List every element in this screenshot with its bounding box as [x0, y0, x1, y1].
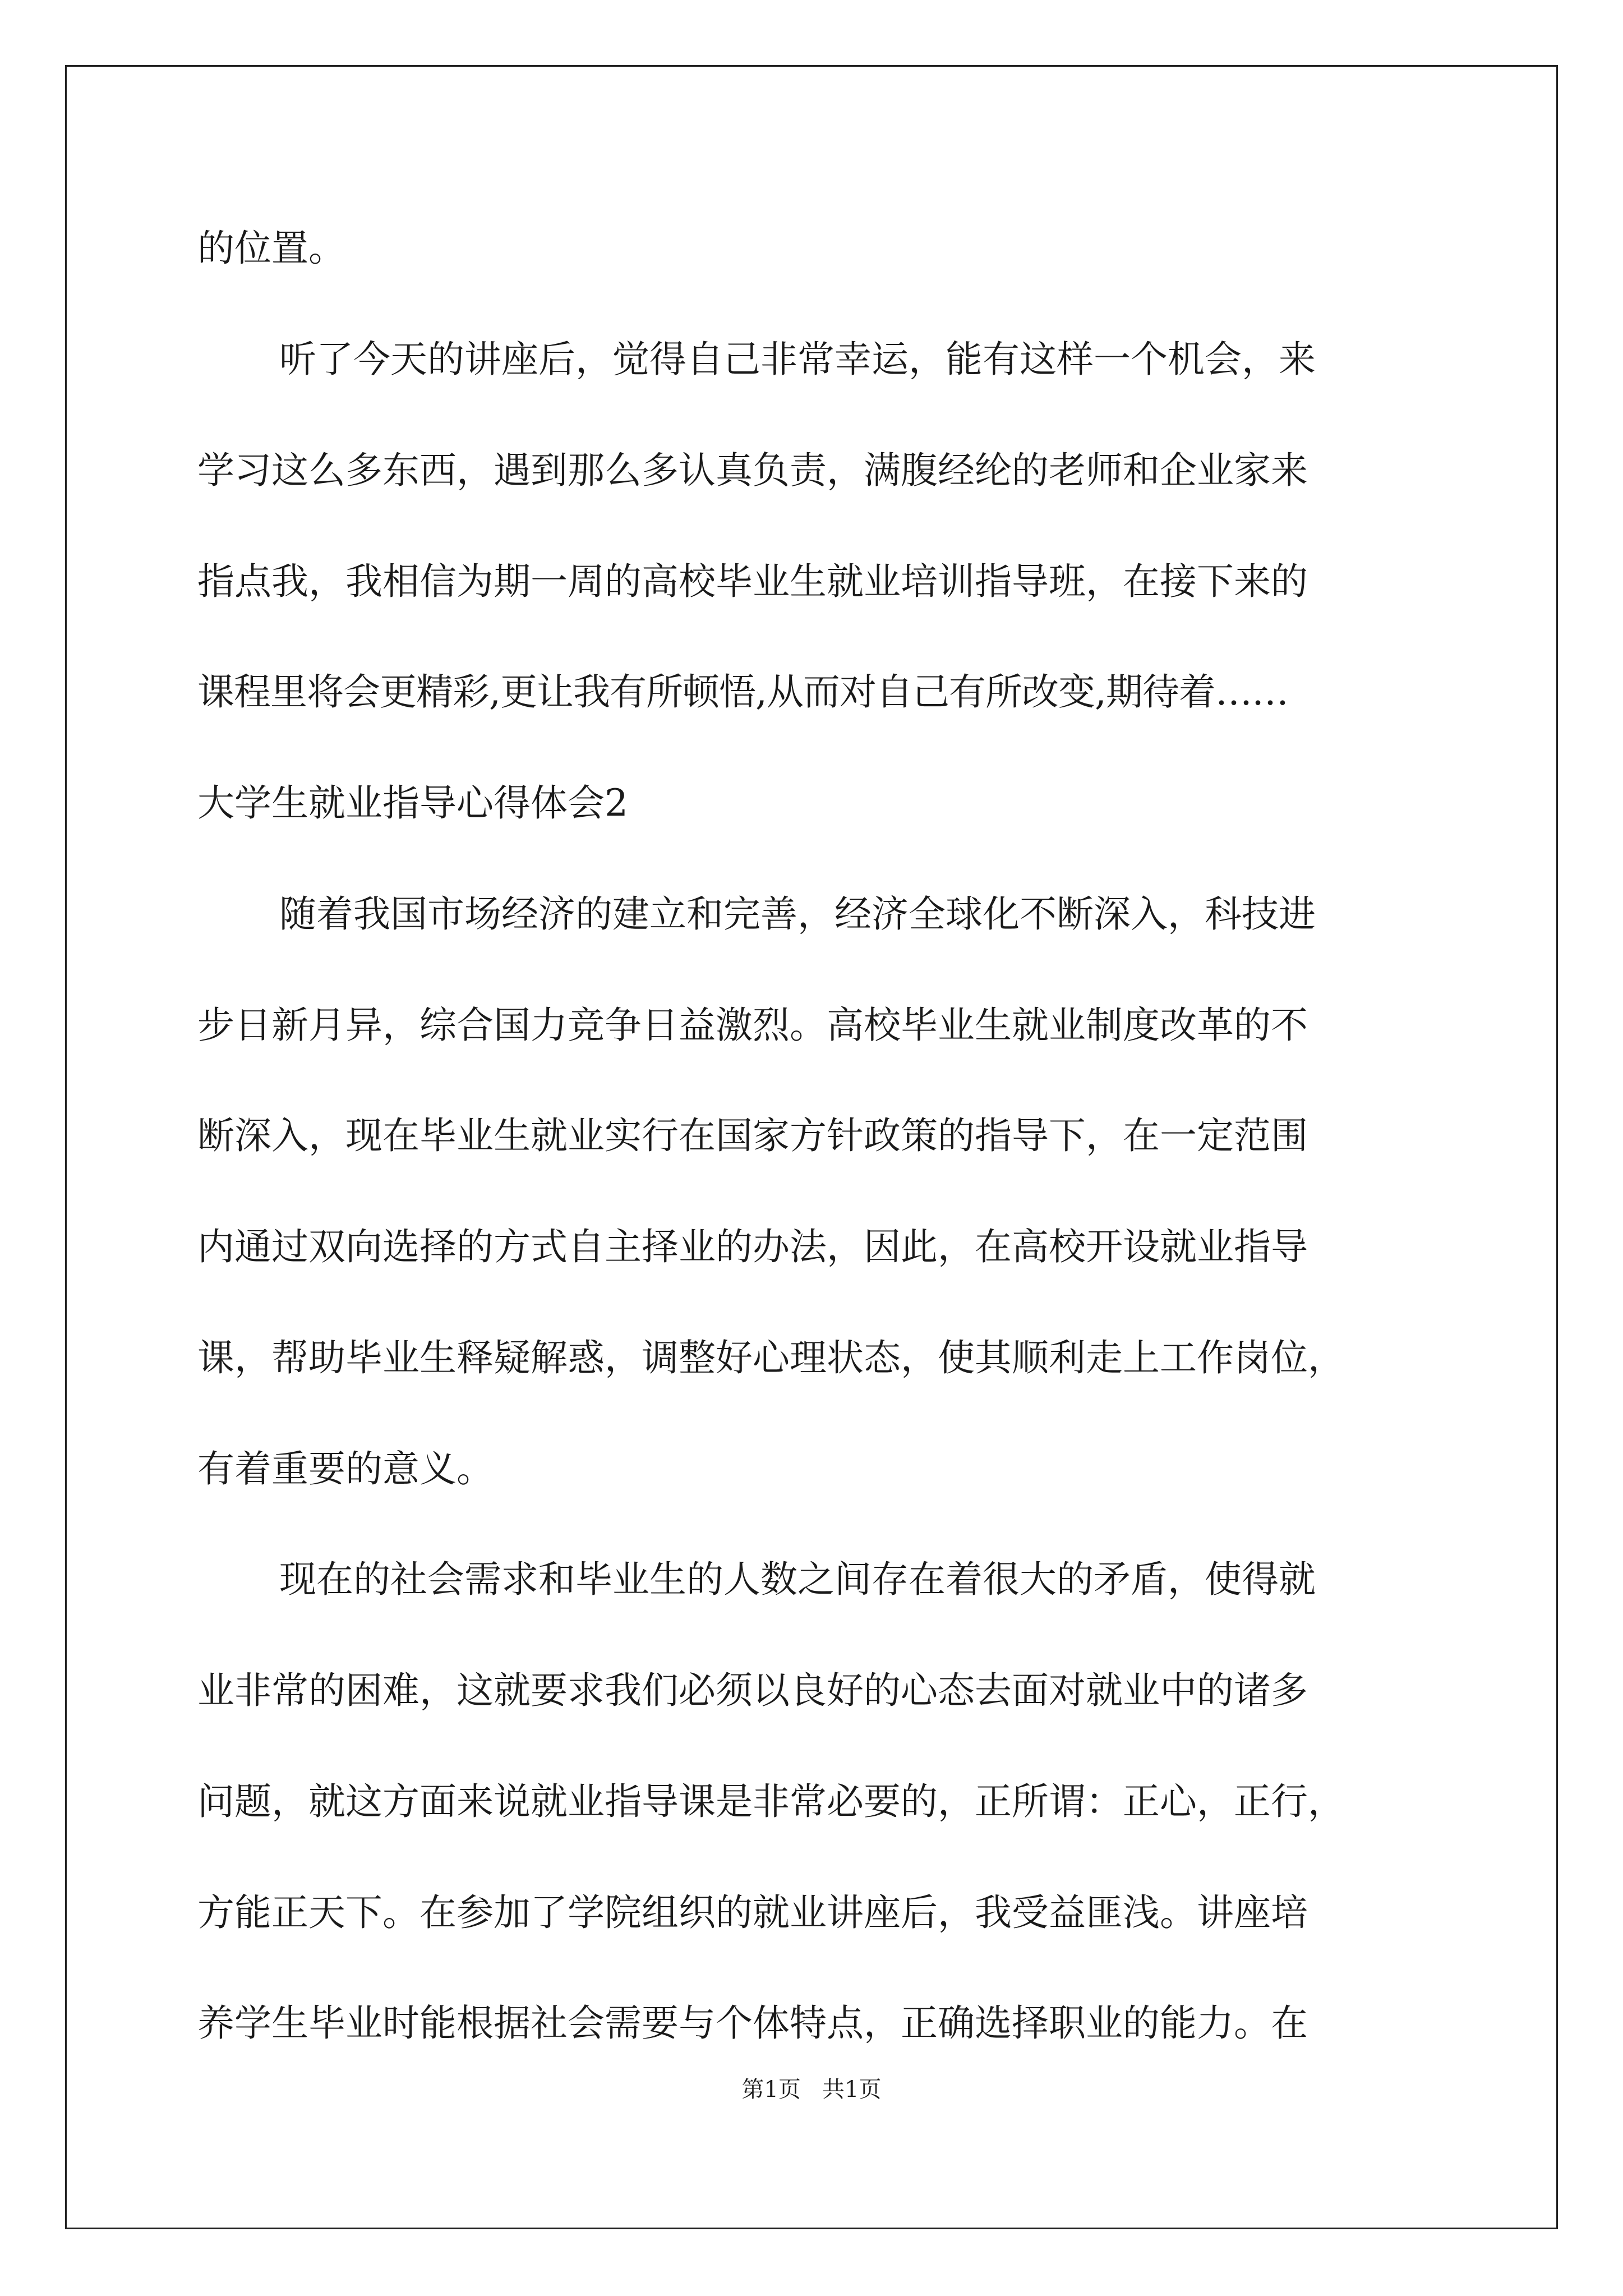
- paragraph-line-2: 随着我国市场经济的建立和完善，经济全球化不断深入，科技进: [279, 892, 1316, 936]
- body-line-7: 内通过双向选择的方式自主择业的办法，因此，在高校开设就业指导: [197, 1225, 1308, 1268]
- page-footer: 第1页 共1页: [741, 2077, 882, 2102]
- body-line-13: 养学生毕业时能根据社会需要与个体特点，正确选择职业的能力。在: [197, 2001, 1308, 2045]
- body-line-8: 课，帮助毕业生释疑解惑，调整好心理状态，使其顺利走上工作岗位，: [197, 1336, 1345, 1379]
- body-line-5: 步日新月异，综合国力竞争日益激烈。高校毕业生就业制度改革的不: [197, 1004, 1308, 1047]
- body-line-12: 方能正天下。在参加了学院组织的就业讲座后，我受益匪浅。讲座培: [197, 1891, 1308, 1934]
- body-line-11: 问题，就这方面来说就业指导课是非常必要的，正所谓：正心，正行，: [197, 1780, 1345, 1823]
- body-line-4: 课程里将会更精彩,更让我有所顿悟,从而对自己有所改变,期待着……: [197, 670, 1288, 714]
- section-heading: 大学生就业指导心得体会2: [197, 781, 628, 825]
- body-line-1: 的位置。: [197, 227, 345, 270]
- body-line-9: 有着重要的意义。: [197, 1447, 494, 1490]
- paragraph-line-1: 听了今天的讲座后，觉得自己非常幸运，能有这样一个机会，来: [279, 338, 1316, 381]
- paragraph-line-3: 现在的社会需求和毕业生的人数之间存在着很大的矛盾，使得就: [279, 1558, 1316, 1601]
- body-line-3: 指点我，我相信为期一周的高校毕业生就业培训指导班，在接下来的: [197, 560, 1308, 603]
- body-line-2: 学习这么多东西，遇到那么多认真负责，满腹经纶的老师和企业家来: [197, 449, 1308, 492]
- body-line-10: 业非常的困难，这就要求我们必须以良好的心态去面对就业中的诸多: [197, 1669, 1308, 1712]
- body-line-6: 断深入，现在毕业生就业实行在国家方针政策的指导下，在一定范围: [197, 1114, 1308, 1157]
